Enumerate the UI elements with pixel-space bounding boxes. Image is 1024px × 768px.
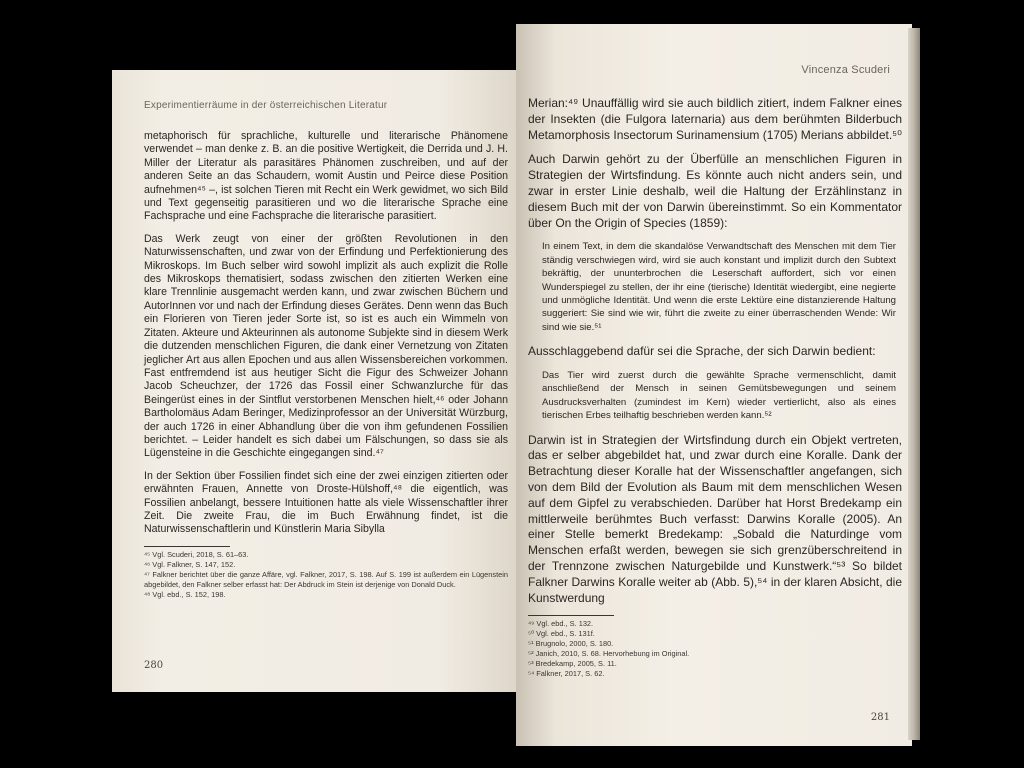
footnotes-right [528, 619, 902, 679]
footnote: ⁵⁰ Vgl. ebd., S. 131f. [528, 629, 595, 639]
footnotes-left [144, 550, 508, 600]
paragraph: metaphorisch für sprachliche, kulturelle und literarische Phänomene verwendet – man denke z. B. an die positive Wertigkeit, die Derrida und J. H. Miller der Literatur als parasitäres Phänomen zuschreiben, und auf der anderen Seite an das Schaudern, womit Austin und Peirce diese Position aufnehmen⁴⁵ –, ist solchen Tieren mit Recht ein Werk gewidmet, wo sich Bild und Text gegenseitig parasitieren und wo die literarische Sprache eine Fachsprache und eine Fachsprache die literarische parasitiert. [144, 130, 508, 223]
block-quote: In einem Text, in dem die skandalöse Verwandtschaft des Menschen mit dem Tier ständig verschwiegen wird, wird sie auch konstant und implizit durch den Subtext bekräftig, der ununterbrochen die Leserschaft auffordert, sich vor einen Wunderspiegel zu stellen, der ihr eine (tierische) Identität wiedergibt, eine negierte und unmögliche Identität. Und wenn die erste Lektüre eine distanzierende Haltung suggeriert: Sie sind wie wir, führt die zweite zu einer überraschenden Wende: Wir sind wie sie.⁵¹ [542, 241, 896, 333]
footnote: ⁴⁵ Vgl. Scuderi, 2018, S. 61–63. [144, 549, 249, 559]
left-page-body [144, 130, 508, 600]
footnote-rule [528, 615, 614, 616]
left-page [112, 70, 520, 692]
page-number-left: 280 [144, 660, 164, 671]
footnote: ⁵² Janich, 2010, S. 68. Hervorhebung im Original. [528, 649, 690, 659]
paragraph: Merian:⁴⁹ Unauffällig wird sie auch bildlich zitiert, indem Falkner eines der Insekten (die Fulgora laternaria) aus dem berühmten Bilderbuch Metamorphosis Insectorum Surinamensium (1705) Merians abbildet.⁵⁰ [528, 96, 902, 142]
footnote: ⁵¹ Brugnolo, 2000, S. 180. [528, 639, 614, 649]
paragraph: In der Sektion über Fossilien findet sich eine der zwei einzigen zitierten oder erwähnten Frauen, Annette von Droste-Hülshoff,⁴⁸ die eigentlich, was Fossilien anbelangt, bessere Intuitionen hatte als viele Wissenschaftler ihrer Zeit. Die zweite Frau, die im Buch Erwähnung findet, ist die Naturwissenschaftlerin und Künstlerin Maria Sibylla [144, 469, 508, 536]
paragraph: Darwin ist in Strategien der Wirtsfindung durch ein Objekt vertreten, das er selber abgebildet hat, und zwar durch eine Koralle. Dank der Betrachtung dieser Koralle hat der Wissenschaftler angefangen, sich von dem Bild der Evolution als Baum mit dem menschlichen Wesen auf dem Gipfel zu verabschieden. Darüber hat Horst Bredekamp ein mittlerweile berühmtes Buch verfasst: Darwins Koralle (2005). An einer Stelle bemerkt Bredekamp: „Sobald die Naturdinge vom Menschen erfaßt werden, bewegen sie sich grenzüberschreitend in der Trennzone zwischen Naturgebilde und Kunstwerk.“⁵³ So bildet Falkner Darwins Koralle weiter ab (Abb. 5),⁵⁴ in der klaren Absicht, die Kunstwerdung [528, 432, 902, 605]
footnote-rule [144, 546, 230, 547]
right-page [516, 24, 912, 746]
right-page-body [528, 96, 902, 679]
paragraph: Auch Darwin gehört zu der Überfülle an menschlichen Figuren in Strategien der Wirtsfindung. Es könnte auch nicht anders sein, und zwar in erster Linie deshalb, weil die Haltung der Erzählinstanz in diesem Buch mit der von Darwin übereinstimmt. So ein Kommentator über On the Origin of Species (1859): [528, 152, 902, 230]
book-page-edge [908, 28, 920, 740]
paragraph: Das Werk zeugt von einer der größten Revolutionen in den Naturwissenschaften, und zwar von der Erfindung und Perfektionierung des Mikroskops. Im Buch selber wird sowohl implizit als auch explizit die Rolle des Mikroskops thematisiert, sodass zwischen den zitierten Werken eine klare Trennlinie ausgemacht werden kann, und zwar zwischen Büchern und AutorInnen vor und nach der Erfindung dieses Gerätes. Denn wenn das Buch ein Florieren von Tieren jeder Sorte ist, so ist es auch ein Wimmeln von Zitaten. Akteure und Akteurinnen als autonome Subjekte sind in diesem Werk die dutzenden menschlichen Figuren, die dank einer Vernetzung von Zitaten jeglicher Art aus allen Epochen und aus allen Wissensbereichen vorkommen. Fast entfremdend ist aus heutiger Sicht die Figur des Schweizer Johann Jacob Scheuchzer, der 1726 das Fossil einer Schwanzlurche für das Beingerüst eines in der Sintflut verstorbenen Menschen hielt,⁴⁶ oder Johann Bartholomäus Adam Beringer, Medizinprofessor an der Universität Würzburg, der auch 1726 in einer Abhandlung über die von ihm gefundenen Fossilien berichtet. – Leider handelt es sich dabei um Fälschungen, so dass sie als Lügensteine in die Geschichte eingegangen sind.⁴⁷ [144, 232, 508, 460]
page-number-right: 281 [870, 712, 890, 723]
block-quote: Das Tier wird zuerst durch die gewählte Sprache vermenschlicht, damit anschließend der Mensch in seinen Gemütsbewegungen und seinem Ausdrucksverhalten (zumindest im Kern) wieder vertierlicht, also als eines tierischen Erbes teilhaftig beschrieben werden kann.⁵² [542, 370, 896, 422]
footnote: ⁴⁶ Vgl. Falkner, S. 147, 152. [144, 559, 236, 569]
running-header-left: Experimentierräume in der österreichischen Literatur [144, 100, 388, 111]
running-header-right: Vincenza Scuderi [801, 64, 890, 76]
footnote: ⁴⁸ Vgl. ebd., S. 152, 198. [144, 589, 226, 599]
footnote: ⁴⁷ Falkner berichtet über die ganze Affäre, vgl. Falkner, 2017, S. 198. Auf S. 199 ist außerdem ein Lügenstein abgebildet, den Falkner selber erfasst hat: Der Abdruck im Stein ist derjenige von Donald Duck. [144, 569, 508, 589]
footnote: ⁵³ Bredekamp, 2005, S. 11. [528, 659, 617, 669]
paragraph: Ausschlaggebend dafür sei die Sprache, der sich Darwin bedient: [528, 344, 876, 359]
footnote: ⁴⁹ Vgl. ebd., S. 132. [528, 619, 594, 629]
footnote: ⁵⁴ Falkner, 2017, S. 62. [528, 669, 605, 679]
